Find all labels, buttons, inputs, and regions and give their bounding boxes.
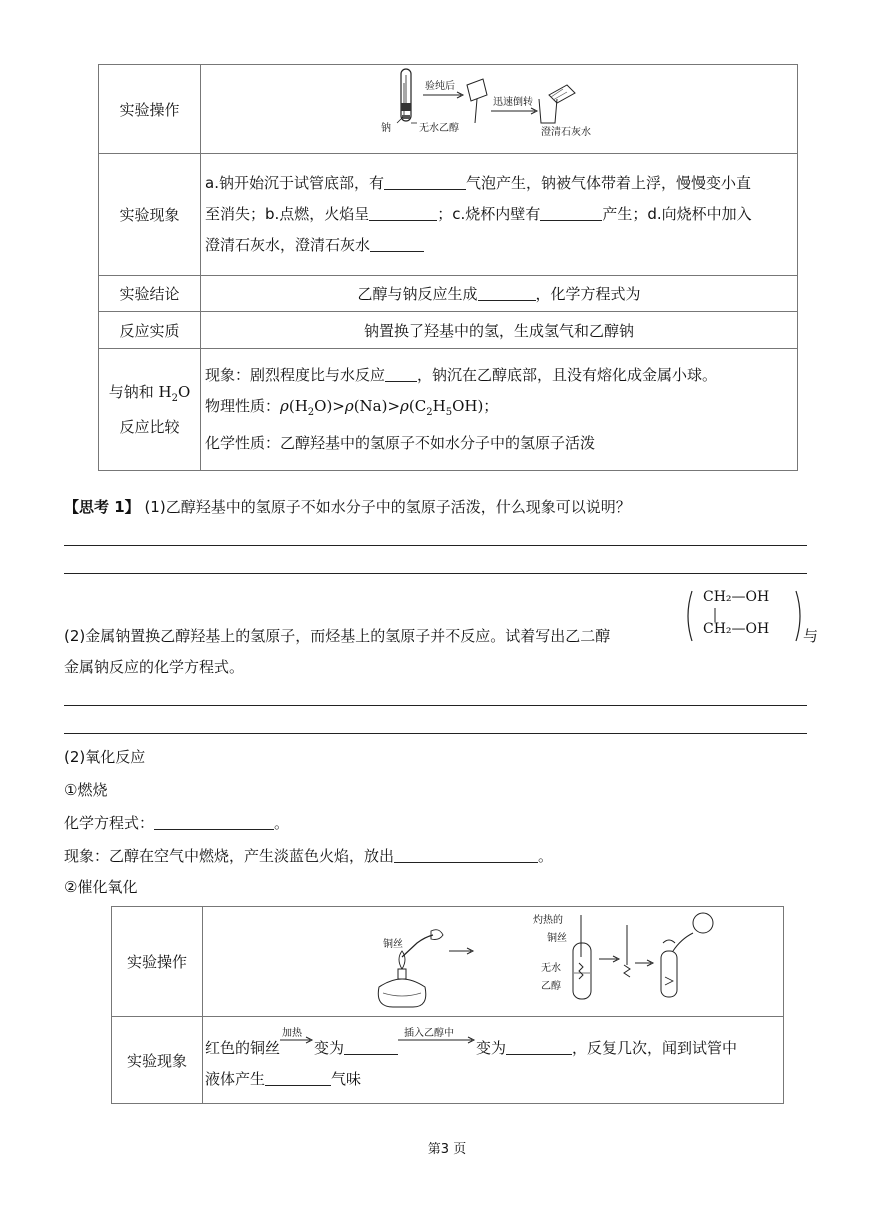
copper-l2-a: 液体产生 <box>205 1070 266 1088</box>
blank-combustion-equation[interactable] <box>154 813 274 830</box>
comparison-cell <box>201 349 798 471</box>
essence-cell: 钠置换了羟基中的氢，生成氢气和乙醇钠 <box>201 312 798 349</box>
structure-top: CH₂—OH <box>703 589 770 605</box>
label-anhydrous-ethanol: 无水乙醇 <box>419 123 459 134</box>
combustion-phenomenon <box>64 845 553 866</box>
catalytic-heading: ②催化氧化 <box>64 878 138 896</box>
label-limewater: 澄清石灰水 <box>541 127 591 138</box>
copper-l2-b: 气味 <box>331 1070 362 1088</box>
answer-line-2[interactable] <box>64 573 807 574</box>
answer-line-4[interactable] <box>64 733 807 734</box>
blank-limewater[interactable] <box>370 235 424 252</box>
copper-l1-d: ，反复几次，闻到试管中 <box>572 1039 738 1057</box>
test-tube-copper-drawing <box>573 915 591 999</box>
combustion-phenomenon-text: 现象：乙醇在空气中燃烧，产生淡蓝色火焰，放出 <box>64 847 395 865</box>
answer-line-3[interactable] <box>64 705 807 706</box>
row-label-operation-2: 实验操作 <box>112 907 203 1017</box>
copper-figure-cell <box>203 907 784 1017</box>
inverted-beaker-drawing <box>467 79 487 123</box>
label-sodium: 钠 <box>381 123 391 134</box>
phen-l2-b: ；c.烧杯内壁有 <box>437 205 541 223</box>
phenomenon-cell <box>201 154 798 276</box>
equation-period: 。 <box>274 814 290 832</box>
equation-label: 化学方程式： <box>64 814 155 832</box>
conclusion-cell <box>201 276 798 312</box>
blank-flame-color[interactable] <box>369 204 437 221</box>
label-copper-wire: 铜丝 <box>383 939 403 950</box>
think1-q2-line1: (2)金属钠置换乙醇羟基上的氢原子，而烃基上的氢原子并不反应。试着写出乙二醇 <box>64 627 611 645</box>
row-label-essence: 反应实质 <box>99 312 201 349</box>
operation-figure-cell <box>201 65 798 154</box>
label-ethanol: 乙醇 <box>541 981 561 992</box>
ethylene-glycol-structure <box>686 588 804 644</box>
label-after-purity-test: 验纯后 <box>425 81 455 92</box>
blank-bubbles[interactable] <box>384 173 466 190</box>
comparison-l1-b: ，钠沉在乙醇底部，且没有熔化成金属小球。 <box>417 366 718 384</box>
copper-phenomenon-cell <box>203 1017 784 1104</box>
row-label-phenomenon: 实验现象 <box>99 154 201 276</box>
blank-color-2[interactable] <box>506 1038 572 1055</box>
phen-l2-a: 至消失；b.点燃，火焰呈 <box>205 205 370 223</box>
test-tube-drawing <box>397 69 417 123</box>
copper-l1-b: 变为 <box>314 1039 345 1057</box>
comparison-l3: 化学性质：乙醇羟基中的氢原子不如水分子中的氢原子活泼 <box>205 434 596 452</box>
blank-smell[interactable] <box>265 1069 331 1086</box>
answer-line-1[interactable] <box>64 545 807 546</box>
label-quick-invert: 迅速倒转 <box>493 97 533 108</box>
sodium-ethanol-apparatus-figure <box>201 65 798 149</box>
row-label-conclusion: 实验结论 <box>99 276 201 312</box>
think1-q1 <box>64 496 631 517</box>
copper-l1-a: 红色的铜丝 <box>205 1039 281 1057</box>
think1-q2-line2: 金属钠反应的化学方程式。 <box>64 658 245 676</box>
row-label-phenomenon-2: 实验现象 <box>112 1017 203 1104</box>
think1-tag: 【思考 1】 <box>64 498 140 516</box>
arrow-heat-label: 加热 <box>282 1028 303 1039</box>
arrow-insert-label: 插入乙醇中 <box>404 1028 455 1039</box>
think1-q1-text: (1)乙醇羟基中的氢原子不如水分子中的氢原子活泼，什么现象可以说明？ <box>144 498 631 516</box>
phen-l1-b: 气泡产生，钠被气体带着上浮，慢慢变小直 <box>465 174 751 192</box>
alcohol-lamp-drawing <box>378 951 426 1007</box>
copper-l1-c: 变为 <box>476 1039 507 1057</box>
blank-beaker-wall[interactable] <box>540 204 602 221</box>
label-copper-wire-2: 铜丝 <box>547 933 567 944</box>
experiment-table-copper <box>111 906 784 1104</box>
oxidation-heading: (2)氧化反应 <box>64 748 146 766</box>
blank-color-1[interactable] <box>344 1038 398 1055</box>
experiment-table-sodium <box>98 64 798 471</box>
arrow-insert <box>398 1028 476 1064</box>
limewater-beaker-drawing <box>539 85 575 123</box>
structure-bottom: CH₂—OH <box>703 621 770 637</box>
blank-product[interactable] <box>478 284 536 301</box>
equation-line <box>64 812 289 833</box>
blank-released[interactable] <box>394 846 538 863</box>
phen-l2-c: 产生；d.向烧杯中加入 <box>602 205 752 223</box>
comparison-l2-prefix: 物理性质： <box>205 397 281 415</box>
phen-l3-a: 澄清石灰水，澄清石灰水 <box>205 236 371 254</box>
arrow-heat <box>280 1028 314 1064</box>
blank-intensity[interactable] <box>385 365 417 382</box>
person-smelling-drawing <box>661 913 713 997</box>
phenomenon-period: 。 <box>538 847 554 865</box>
conclusion-text-b: ，化学方程式为 <box>535 285 641 303</box>
row-label-comparison: 与钠和 $H_2O$ 反应比较 <box>99 349 201 471</box>
comparison-label-b: 反应比较 <box>119 418 180 436</box>
page-number: 第3 页 <box>427 1142 467 1157</box>
comparison-label-a: 与钠和 <box>108 383 154 401</box>
think1-q2-and: 与 <box>803 627 819 645</box>
copper-oxidation-apparatus-figure <box>203 907 784 1012</box>
conclusion-text-a: 乙醇与钠反应生成 <box>357 285 478 303</box>
label-anhydrous: 无水 <box>541 963 561 974</box>
comparison-l1-a: 现象：剧烈程度比与水反应 <box>205 366 386 384</box>
density-formula: $\rho(H_2O)>\rho(Na)>\rho(C_2H_5OH)$； <box>280 397 499 418</box>
row-label-operation: 实验操作 <box>99 65 201 154</box>
combustion-heading: ①燃烧 <box>64 781 108 799</box>
label-hot: 灼热的 <box>533 915 563 926</box>
phen-l1-a: a.钠开始沉于试管底部，有 <box>205 174 384 192</box>
